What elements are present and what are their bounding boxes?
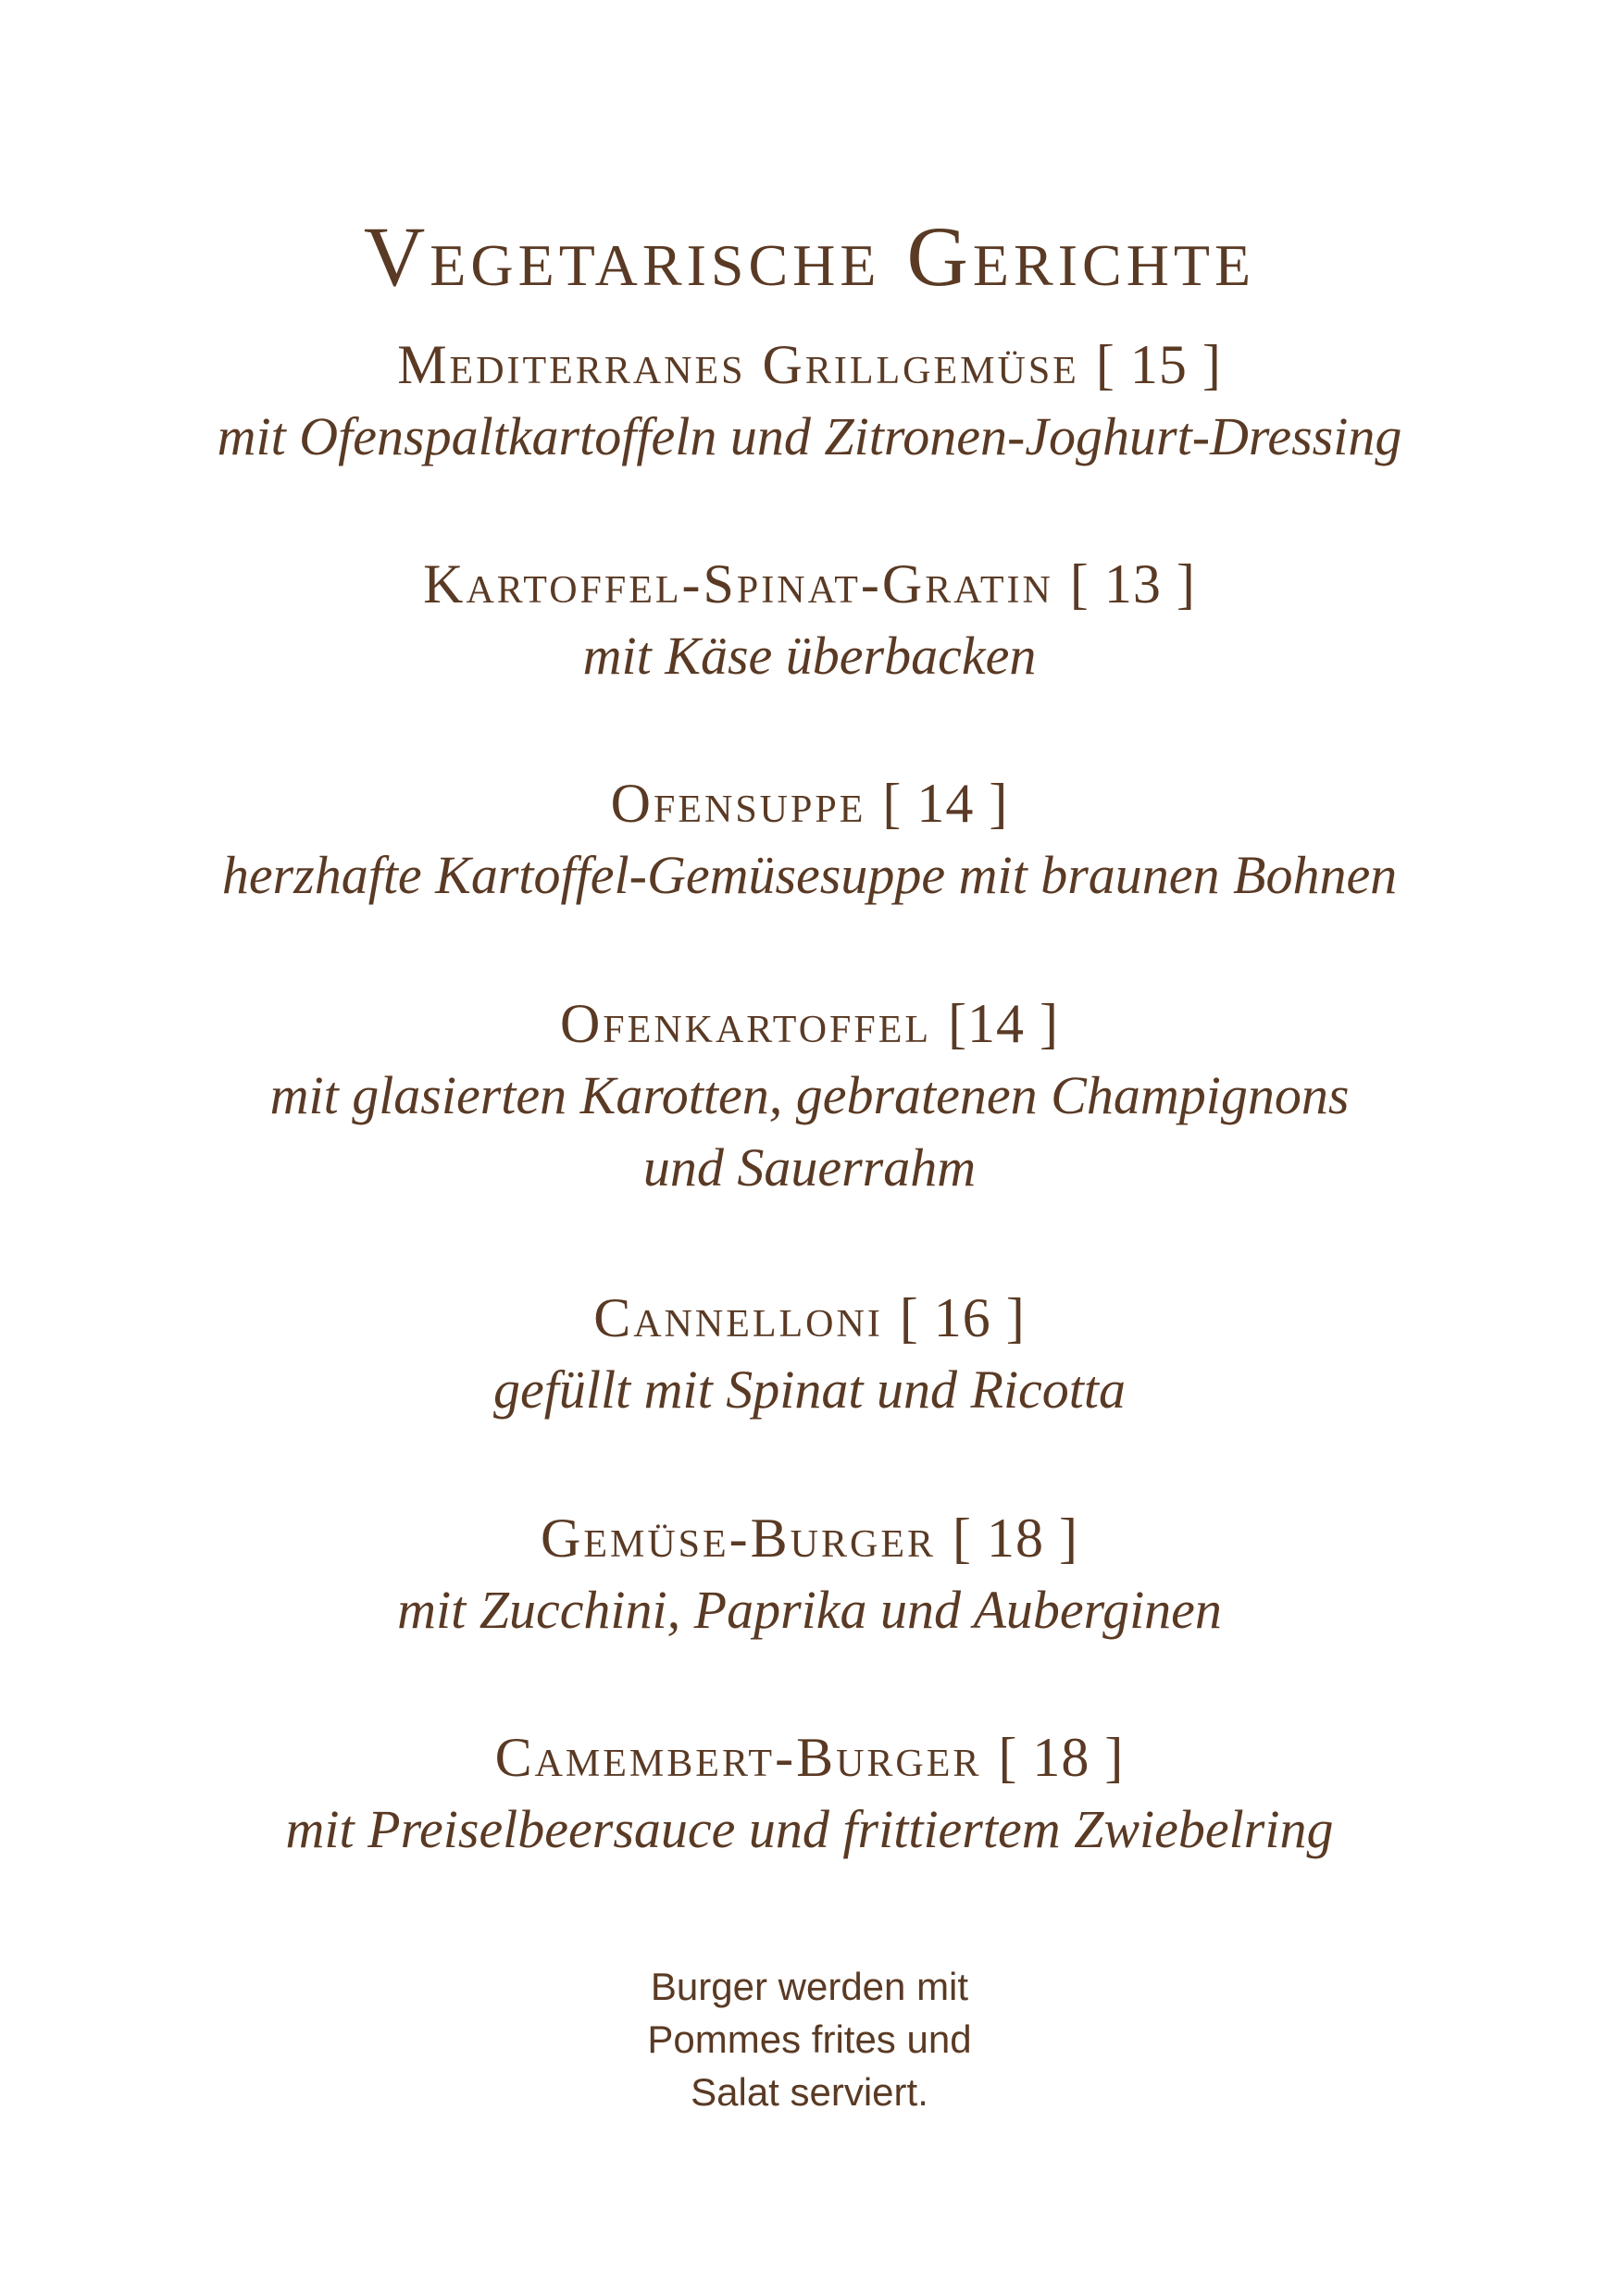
dish-name: Camembert-Burger [494,1727,982,1788]
dish-item [0,1282,1619,1426]
dish-heading [0,548,1619,620]
dish-heading [0,1502,1619,1574]
dish-heading [0,329,1619,401]
dish-price: [ 14 ] [882,773,1009,834]
dish-name: Mediterranes Grillgemüse [397,334,1079,395]
dish-item [0,987,1619,1204]
dish-name: Gemüse-Burger [541,1508,937,1569]
dish-description: mit Ofenspaltkartoffeln und Zitronen-Joghurt-Dressing [217,406,1402,466]
dish-item [0,329,1619,473]
dish-item [0,1721,1619,1866]
dish-description: herzhafte Kartoffel-Gemüsesuppe mit braunen Bohnen [221,845,1398,905]
dish-price: [ 16 ] [899,1287,1026,1348]
dish-price: [ 18 ] [953,1508,1078,1569]
dish-description: mit Käse überbacken [582,626,1037,686]
dish-description: gefüllt mit Spinat und Ricotta [492,1359,1127,1420]
dish-price: [ 13 ] [1069,553,1196,614]
dish-item [0,548,1619,692]
page-title: Vegetarische Gerichte [363,209,1256,304]
dish-description: mit glasierten Karotten, gebratenen Champignons [269,1065,1350,1125]
dish-name: Ofenkartoffel [559,993,932,1054]
dish-price: [ 18 ] [998,1727,1125,1788]
dish-name: Ofensuppe [610,773,866,834]
serving-note-line: Pommes frites und [647,2017,972,2061]
dish-item [0,1502,1619,1646]
dish-name: Cannelloni [593,1287,883,1348]
dish-price: [ 15 ] [1095,334,1222,395]
dish-description: und Sauerrahm [642,1137,977,1198]
dish-heading [0,987,1619,1060]
dish-heading [0,767,1619,839]
serving-note-line: Salat serviert. [691,2070,928,2114]
dish-heading [0,1282,1619,1354]
dish-price: [14 ] [948,993,1060,1054]
serving-note [0,1960,1619,2118]
dish-heading [0,1721,1619,1793]
serving-note-line: Burger werden mit [650,1965,969,2008]
dish-item [0,767,1619,912]
dish-name: Kartoffel-Spinat-Gratin [423,553,1053,614]
dish-description: mit Zucchini, Paprika und Auberginen [397,1580,1222,1640]
dish-description: mit Preiselbeersauce und frittiertem Zwiebelring [285,1799,1334,1859]
